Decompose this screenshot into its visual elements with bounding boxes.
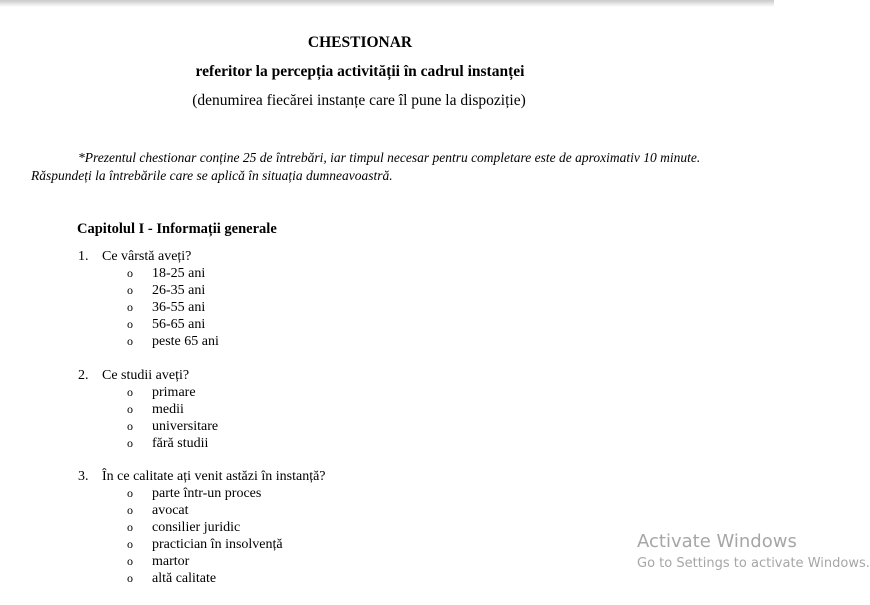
option-label: 36-55 ani <box>152 300 206 315</box>
option-item[interactable] <box>78 401 218 418</box>
circle-bullet-icon: o <box>127 266 133 280</box>
chapter-heading: Capitolul I - Informații generale <box>77 221 277 237</box>
option-label: consilier juridic <box>152 520 241 535</box>
option-label: practician în insolvență <box>152 537 283 552</box>
option-label: 56-65 ani <box>152 317 206 332</box>
circle-bullet-icon: o <box>127 317 133 331</box>
circle-bullet-icon: o <box>127 402 133 416</box>
circle-bullet-icon: o <box>127 419 133 433</box>
option-label: parte într-un proces <box>152 486 262 501</box>
option-label: 26-35 ani <box>152 283 206 298</box>
circle-bullet-icon: o <box>127 486 133 500</box>
option-label: universitare <box>152 419 219 434</box>
circle-bullet-icon: o <box>127 537 133 551</box>
option-item[interactable] <box>78 485 326 502</box>
circle-bullet-icon: o <box>127 520 133 534</box>
watermark-title: Activate Windows <box>637 531 797 552</box>
question-number: 2. <box>78 368 89 383</box>
question-3-label <box>78 468 326 485</box>
option-item[interactable] <box>78 384 218 401</box>
circle-bullet-icon: o <box>127 334 133 348</box>
option-label: fără studii <box>152 436 209 451</box>
option-item[interactable] <box>78 536 326 553</box>
circle-bullet-icon: o <box>127 554 133 568</box>
question-number: 3. <box>78 469 89 484</box>
question-1-options <box>78 265 219 350</box>
circle-bullet-icon: o <box>127 300 133 314</box>
option-label: primare <box>152 385 196 400</box>
document-subtitle: referitor la percepția activității în cadrul instanței <box>195 63 525 80</box>
circle-bullet-icon: o <box>127 385 133 399</box>
option-label: martor <box>152 554 190 569</box>
option-item[interactable] <box>78 418 218 435</box>
question-3 <box>78 468 326 587</box>
intro-paragraph: *Prezentul chestionar conține 25 de întrebări, iar timpul necesar pentru completare este de aproximativ 10 minute. Răspundeți la întrebările care se aplică în situația dumneavoastră. <box>31 150 701 183</box>
circle-bullet-icon: o <box>127 571 133 585</box>
option-item[interactable] <box>78 265 219 282</box>
option-label: medii <box>152 402 184 417</box>
option-item[interactable] <box>78 502 326 519</box>
circle-bullet-icon: o <box>127 503 133 517</box>
option-label: peste 65 ani <box>152 334 219 349</box>
activate-windows-watermark <box>637 531 870 573</box>
circle-bullet-icon: o <box>127 283 133 297</box>
option-label: 18-25 ani <box>152 266 206 281</box>
option-item[interactable] <box>78 435 218 452</box>
option-item[interactable] <box>78 570 326 587</box>
question-2 <box>78 367 218 452</box>
option-item[interactable] <box>78 553 326 570</box>
document-title: CHESTIONAR <box>307 34 413 51</box>
circle-bullet-icon: o <box>127 436 133 450</box>
question-2-options <box>78 384 218 452</box>
option-item[interactable] <box>78 299 219 316</box>
option-item[interactable] <box>78 333 219 350</box>
question-1 <box>78 248 219 350</box>
option-label: altă calitate <box>152 571 217 586</box>
option-item[interactable] <box>78 316 219 333</box>
question-text: Ce vârstă aveți? <box>102 249 192 264</box>
option-item[interactable] <box>78 282 219 299</box>
option-item[interactable] <box>78 519 326 536</box>
question-text: În ce calitate ați venit astăzi în instanță? <box>102 469 326 484</box>
watermark-subtitle: Go to Settings to activate Windows. <box>637 556 870 571</box>
document-subtitle-note: (denumirea fiecărei instanțe care îl pune la dispoziție) <box>192 92 526 109</box>
question-text: Ce studii aveți? <box>102 368 190 383</box>
question-2-label <box>78 367 218 384</box>
option-label: avocat <box>152 503 189 518</box>
question-number: 1. <box>78 249 89 264</box>
question-1-label <box>78 248 219 265</box>
question-3-options <box>78 485 326 587</box>
